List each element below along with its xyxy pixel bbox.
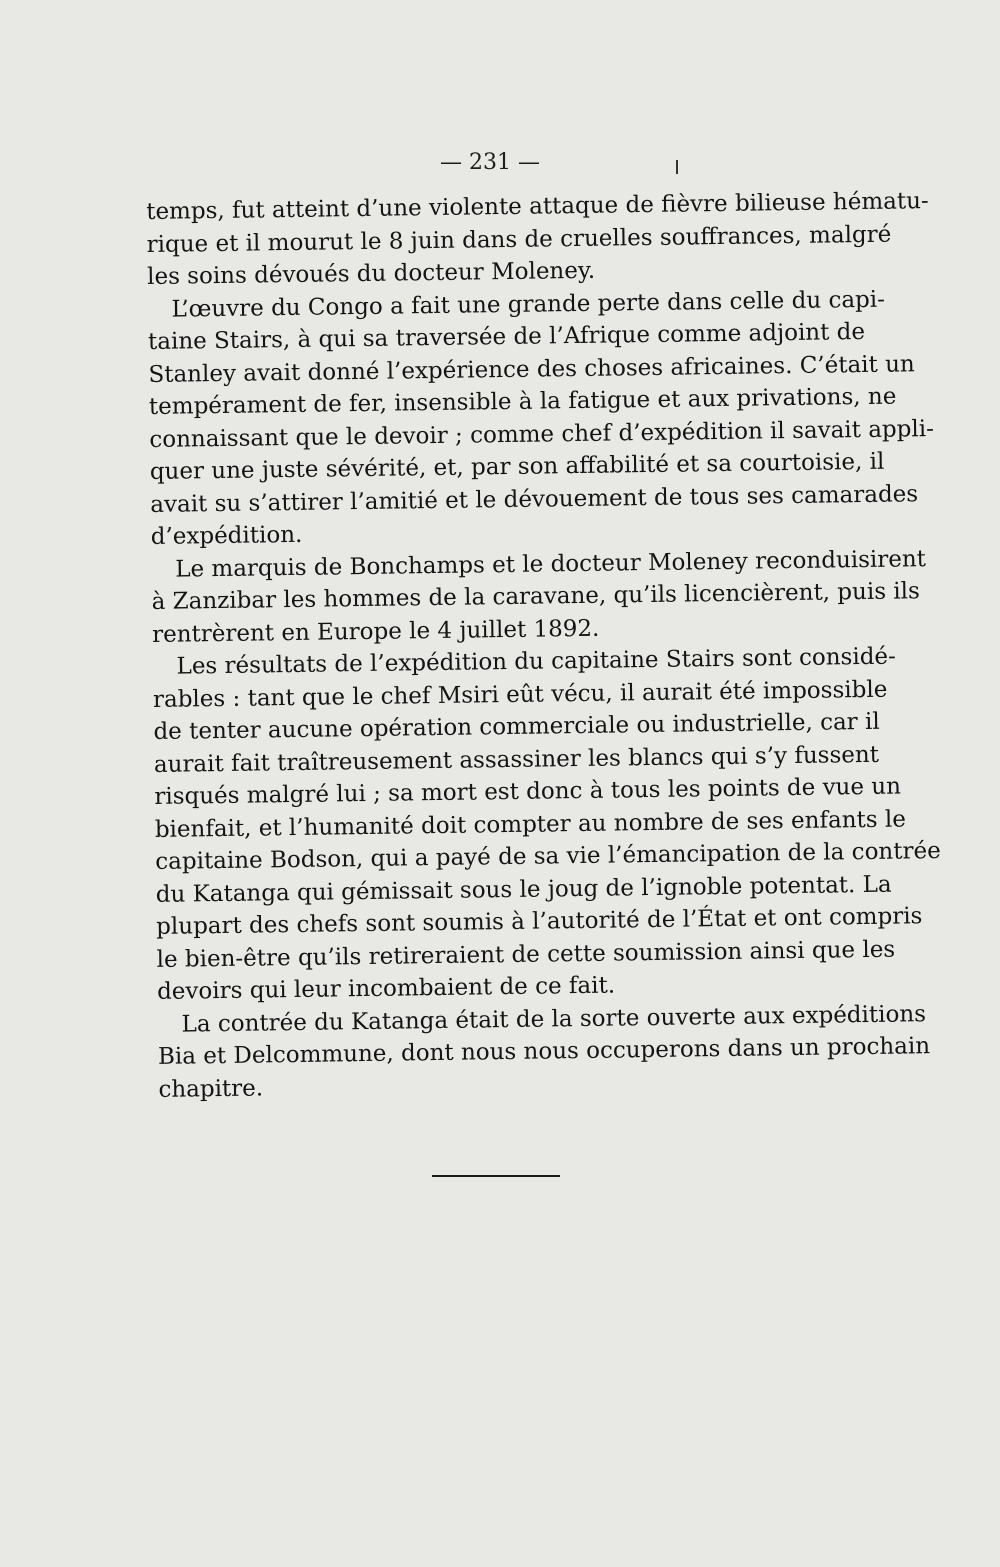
- text-line: Bia et Delcommune, dont nous nous occuperons dans un prochain: [157, 1033, 931, 1070]
- text-line: connaissant que le devoir ; comme chef d’expédition il savait appli-: [149, 415, 935, 453]
- text-line: avait su s’attirer l’amitié et le dévouement de tous ses camarades: [150, 480, 919, 518]
- stray-print-mark: [676, 160, 678, 174]
- text-line: tempérament de fer, insensible à la fatigue et aux privations, ne: [148, 383, 897, 420]
- end-rule-divider: [432, 1175, 560, 1177]
- text-line: L’œuvre du Congo a fait une grande perte dans celle du capi-: [171, 286, 886, 323]
- text-line: taine Stairs, à qui sa traversée de l’Afrique comme adjoint de: [147, 318, 866, 355]
- text-line: à Zanzibar les hommes de la caravane, qu’ils licencièrent, puis ils: [151, 578, 921, 615]
- text-line: plupart des chefs sont soumis à l’autorité de l’État et ont compris: [156, 903, 923, 940]
- paragraph: [152, 641, 941, 1008]
- text-line: bienfait, et l’humanité doit compter au nombre de ses enfants le: [154, 805, 907, 843]
- text-line: rentrèrent en Europe le 4 juillet 1892.: [151, 615, 600, 648]
- text-line: chapitre.: [158, 1074, 264, 1103]
- text-line: du Katanga qui gémissait sous le joug de l’ignoble potentat. La: [155, 871, 892, 908]
- paragraph: [151, 544, 927, 651]
- paragraph: [147, 284, 935, 554]
- text-line: d’expédition.: [150, 521, 303, 550]
- text-line: rique et il mourut le 8 juin dans de cruelles souffrances, malgré: [146, 221, 892, 258]
- text-line: Les résultats de l’expédition du capitaine Stairs sont considé-: [176, 643, 897, 680]
- text-line: quer une juste sévérité, et, par son affabilité et sa courtoisie, il: [149, 448, 885, 485]
- text-line: les soins dévoués du docteur Moleney.: [146, 257, 596, 290]
- page-header: [0, 150, 1000, 175]
- text-line: aurait fait traîtreusement assassiner les blancs qui s’y fussent: [153, 741, 880, 778]
- text-line: Stanley avait donné l’expérience des choses africaines. C’était un: [148, 350, 915, 388]
- paragraph: [146, 186, 929, 293]
- text-line: La contrée du Katanga était de la sorte ouverte aux expéditions: [181, 1000, 927, 1038]
- text-line: capitaine Bodson, qui a payé de sa vie l’émancipation de la contrée: [155, 837, 941, 875]
- text-line: le bien-être qu’ils retireraient de cette soumission ainsi que les: [156, 936, 896, 973]
- text-line: temps, fut atteint d’une violente attaque de fièvre bilieuse hématu-: [146, 188, 929, 225]
- text-line: Le marquis de Bonchamps et le docteur Moleney reconduisirent: [175, 545, 927, 583]
- body-text: [146, 186, 941, 1106]
- paragraph: [157, 999, 931, 1106]
- text-line: de tenter aucune opération commerciale ou industrielle, car il: [153, 708, 880, 745]
- text-line: rables : tant que le chef Msiri eût vécu, il aurait été impossible: [152, 676, 888, 713]
- text-line: risqués malgré lui ; sa mort est donc à tous les points de vue un: [154, 773, 902, 810]
- text-line: devoirs qui leur incombaient de ce fait.: [156, 972, 616, 1005]
- page-number: — 231 —: [440, 150, 540, 175]
